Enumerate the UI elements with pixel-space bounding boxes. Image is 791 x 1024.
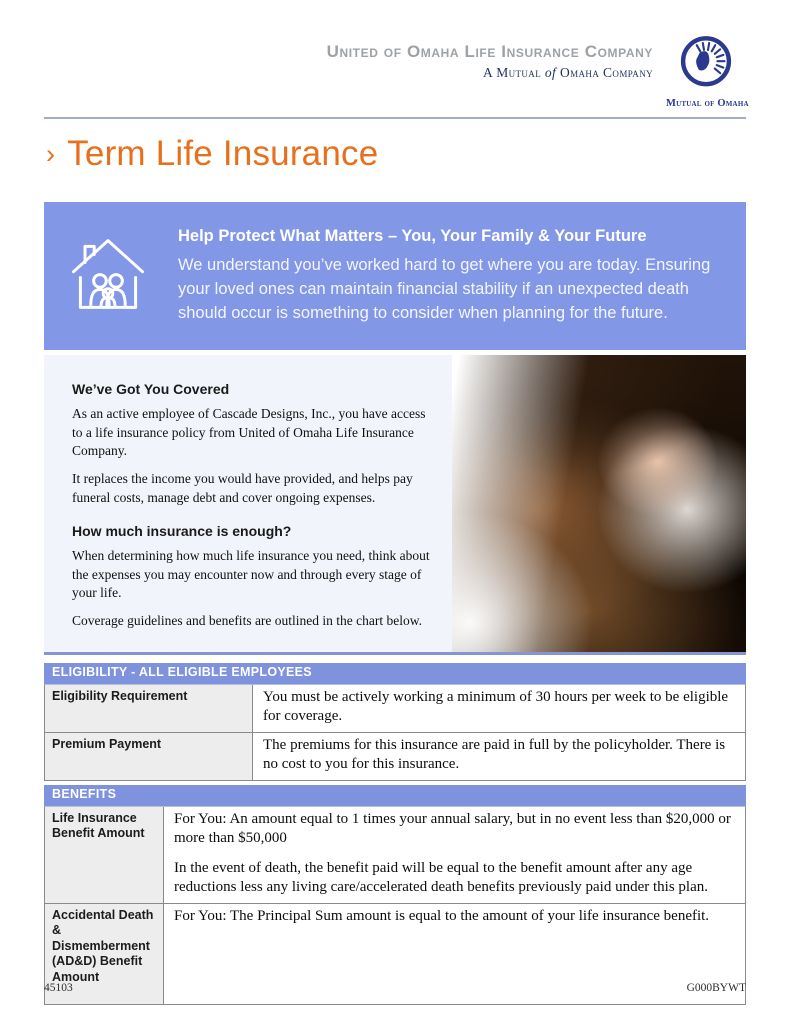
- page-title: [46, 134, 746, 174]
- banner-text-block: [178, 226, 746, 325]
- intro-heading-how-much: How much insurance is enough?: [72, 523, 292, 540]
- eligibility-table-header: ELIGIBILITY - ALL ELIGIBLE EMPLOYEES: [44, 663, 746, 684]
- row-label: Eligibility Requirement: [45, 685, 253, 732]
- photo-mother-and-child: [452, 355, 746, 652]
- chevron-bullet-icon: ›: [46, 139, 56, 169]
- page-title-text: Term Life Insurance: [67, 134, 379, 173]
- row-label: Premium Payment: [45, 733, 253, 780]
- intro-paragraph: It replaces the income you would have provided, and helps pay funeral costs, manage debt and cover ongoing expenses.: [72, 470, 413, 505]
- row-label: Accidental Death & Dismemberment (AD&D) Benefit Amount: [45, 904, 164, 1004]
- company-logo: [666, 34, 749, 109]
- intro-paragraph: As an active employee of Cascade Designs, Inc., you have access to a life insurance policy from United of Omaha Life Insurance Company.: [72, 406, 426, 459]
- header-divider: [44, 117, 746, 119]
- row-value: The premiums for this insurance are paid in full by the policyholder. There is no cost to you for this insurance.: [253, 733, 745, 780]
- page-header: [44, 34, 749, 109]
- row-value: For You: The Principal Sum amount is equal to the amount of your life insurance benefit.: [164, 904, 745, 1004]
- benefits-table: [44, 785, 746, 1005]
- benefit-tables: [44, 663, 746, 1005]
- table-row: [45, 807, 745, 904]
- intro-heading-covered: We’ve Got You Covered: [72, 381, 230, 397]
- company-name-block: [327, 42, 653, 81]
- company-name: United of Omaha Life Insurance Company: [326, 42, 653, 61]
- group-code: G000BYWT: [686, 982, 746, 994]
- logo-wordmark: Mutual of Omaha: [666, 98, 749, 109]
- row-value: For You: An amount equal to 1 times your annual salary, but in no event less than $20,000 or more than $50,000 In the event of death, the benefit paid will be equal to the benefit amount after any age reductions less any living care/accelerated death benefits previously paid under this plan.: [164, 807, 745, 903]
- intro-paragraph: When determining how much life insurance you need, think about the expenses you may encounter now and through every stage of your life.: [72, 548, 430, 601]
- intro-banner: [44, 202, 746, 350]
- page-footer: [44, 982, 746, 994]
- company-tagline: A Mutual of Omaha Company: [483, 65, 653, 81]
- mutual-of-omaha-indian-head-icon: [669, 79, 743, 96]
- table-row: [45, 733, 745, 780]
- intro-paragraph: Coverage guidelines and benefits are outlined in the chart below.: [72, 613, 423, 628]
- benefits-table-header: BENEFITS: [44, 785, 746, 806]
- table-row: [45, 685, 745, 733]
- intro-section: [44, 355, 746, 655]
- house-with-family-icon: [62, 228, 154, 325]
- eligibility-table: [44, 663, 746, 781]
- row-value: You must be actively working a minimum of 30 hours per week to be eligible for coverage.: [253, 685, 745, 732]
- banner-heading: Help Protect What Matters – You, Your Family & Your Future: [178, 227, 647, 246]
- row-label: Life Insurance Benefit Amount: [45, 807, 164, 903]
- form-number: 45103: [44, 982, 73, 994]
- banner-body: We understand you’ve worked hard to get where you are today. Ensuring your loved ones can maintain financial stability if an unexpected death should occur is something to consider when planning for the future.: [178, 255, 711, 322]
- intro-text-column: [44, 355, 452, 652]
